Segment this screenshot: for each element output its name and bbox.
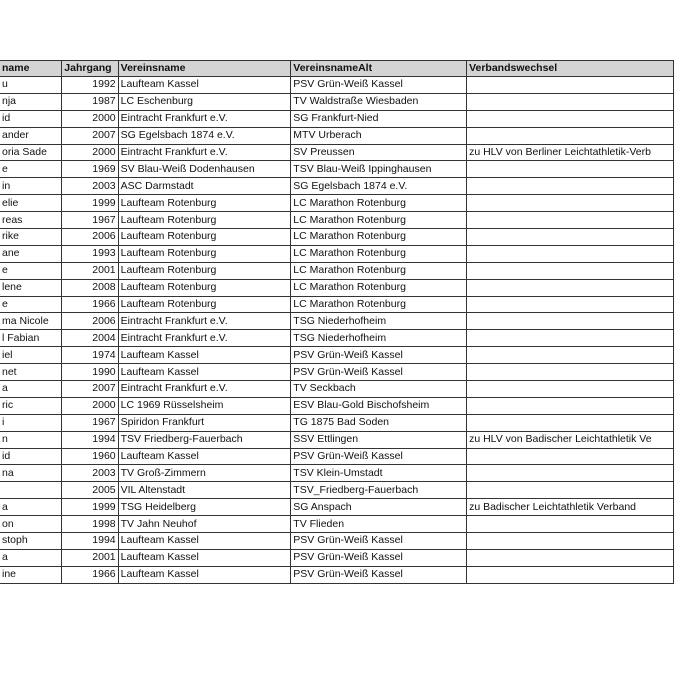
table-row bbox=[0, 93, 674, 110]
vereinsname-cell: VIL Altenstadt bbox=[118, 482, 291, 499]
name-cell: a bbox=[0, 549, 62, 566]
verbandswechsel-cell bbox=[467, 516, 674, 533]
table-row bbox=[0, 229, 674, 246]
name-cell: ane bbox=[0, 245, 62, 262]
vereinsname-cell: Eintracht Frankfurt e.V. bbox=[118, 313, 291, 330]
vereinsname-alt-cell: PSV Grün-Weiß Kassel bbox=[291, 448, 467, 465]
vereinsname-alt-cell: LC Marathon Rotenburg bbox=[291, 195, 467, 212]
jahrgang-cell: 1966 bbox=[62, 566, 118, 583]
table-row bbox=[0, 347, 674, 364]
table-row bbox=[0, 431, 674, 448]
verbandswechsel-cell bbox=[467, 482, 674, 499]
name-cell: ine bbox=[0, 566, 62, 583]
vereinsname-alt-cell: TV Flieden bbox=[291, 516, 467, 533]
jahrgang-cell: 1974 bbox=[62, 347, 118, 364]
jahrgang-cell: 2003 bbox=[62, 178, 118, 195]
jahrgang-cell: 2007 bbox=[62, 381, 118, 398]
jahrgang-cell: 2005 bbox=[62, 482, 118, 499]
header-vereinsname-alt: VereinsnameAlt bbox=[291, 61, 467, 77]
name-cell: rike bbox=[0, 229, 62, 246]
verbandswechsel-cell bbox=[467, 448, 674, 465]
verbandswechsel-cell: zu HLV von Badischer Leichtathletik Ve bbox=[467, 431, 674, 448]
vereinsname-alt-cell: LC Marathon Rotenburg bbox=[291, 279, 467, 296]
vereinsname-alt-cell: PSV Grün-Weiß Kassel bbox=[291, 566, 467, 583]
verbandswechsel-cell bbox=[467, 566, 674, 583]
verbandswechsel-cell bbox=[467, 212, 674, 229]
vereinsname-alt-cell: TV Seckbach bbox=[291, 381, 467, 398]
jahrgang-cell: 2000 bbox=[62, 110, 118, 127]
data-table bbox=[0, 60, 674, 584]
vereinsname-cell: TSG Heidelberg bbox=[118, 499, 291, 516]
name-cell: net bbox=[0, 364, 62, 381]
vereinsname-cell: Laufteam Kassel bbox=[118, 549, 291, 566]
verbandswechsel-cell bbox=[467, 77, 674, 94]
verbandswechsel-cell: zu Badischer Leichtathletik Verband bbox=[467, 499, 674, 516]
table-row bbox=[0, 448, 674, 465]
jahrgang-cell: 2004 bbox=[62, 330, 118, 347]
name-cell: e bbox=[0, 296, 62, 313]
verbandswechsel-cell bbox=[467, 178, 674, 195]
table-row bbox=[0, 77, 674, 94]
vereinsname-cell: Spiridon Frankfurt bbox=[118, 414, 291, 431]
verbandswechsel-cell bbox=[467, 279, 674, 296]
table-row bbox=[0, 566, 674, 583]
jahrgang-cell: 1967 bbox=[62, 414, 118, 431]
vereinsname-alt-cell: LC Marathon Rotenburg bbox=[291, 296, 467, 313]
jahrgang-cell: 1990 bbox=[62, 364, 118, 381]
vereinsname-cell: Eintracht Frankfurt e.V. bbox=[118, 330, 291, 347]
jahrgang-cell: 1960 bbox=[62, 448, 118, 465]
vereinsname-alt-cell: SG Frankfurt-Nied bbox=[291, 110, 467, 127]
vereinsname-alt-cell: TSV Klein-Umstadt bbox=[291, 465, 467, 482]
name-cell: u bbox=[0, 77, 62, 94]
vereinsname-alt-cell: TV Waldstraße Wiesbaden bbox=[291, 93, 467, 110]
jahrgang-cell: 1994 bbox=[62, 431, 118, 448]
verbandswechsel-cell bbox=[467, 110, 674, 127]
verbandswechsel-cell: zu HLV von Berliner Leichtathletik-Verb bbox=[467, 144, 674, 161]
name-cell: a bbox=[0, 381, 62, 398]
vereinsname-cell: Laufteam Rotenburg bbox=[118, 296, 291, 313]
name-cell bbox=[0, 482, 62, 499]
jahrgang-cell: 1994 bbox=[62, 533, 118, 550]
jahrgang-cell: 1987 bbox=[62, 93, 118, 110]
verbandswechsel-cell bbox=[467, 414, 674, 431]
vereinsname-cell: Laufteam Rotenburg bbox=[118, 212, 291, 229]
vereinsname-alt-cell: ESV Blau-Gold Bischofsheim bbox=[291, 397, 467, 414]
jahrgang-cell: 2006 bbox=[62, 229, 118, 246]
jahrgang-cell: 1969 bbox=[62, 161, 118, 178]
name-cell: ric bbox=[0, 397, 62, 414]
table-row bbox=[0, 330, 674, 347]
verbandswechsel-cell bbox=[467, 330, 674, 347]
verbandswechsel-cell bbox=[467, 245, 674, 262]
vereinsname-cell: Laufteam Kassel bbox=[118, 347, 291, 364]
name-cell: iel bbox=[0, 347, 62, 364]
table-row bbox=[0, 313, 674, 330]
table-row bbox=[0, 397, 674, 414]
vereinsname-cell: Laufteam Rotenburg bbox=[118, 262, 291, 279]
vereinsname-alt-cell: PSV Grün-Weiß Kassel bbox=[291, 77, 467, 94]
verbandswechsel-cell bbox=[467, 127, 674, 144]
verbandswechsel-cell bbox=[467, 313, 674, 330]
vereinsname-cell: Laufteam Rotenburg bbox=[118, 245, 291, 262]
vereinsname-alt-cell: LC Marathon Rotenburg bbox=[291, 212, 467, 229]
name-cell: reas bbox=[0, 212, 62, 229]
vereinsname-cell: SV Blau-Weiß Dodenhausen bbox=[118, 161, 291, 178]
jahrgang-cell: 1993 bbox=[62, 245, 118, 262]
table-row bbox=[0, 144, 674, 161]
vereinsname-cell: Laufteam Kassel bbox=[118, 448, 291, 465]
name-cell: ander bbox=[0, 127, 62, 144]
verbandswechsel-cell bbox=[467, 347, 674, 364]
name-cell: lene bbox=[0, 279, 62, 296]
jahrgang-cell: 2000 bbox=[62, 144, 118, 161]
jahrgang-cell: 2000 bbox=[62, 397, 118, 414]
table-row bbox=[0, 549, 674, 566]
header-vereinsname: Vereinsname bbox=[118, 61, 291, 77]
verbandswechsel-cell bbox=[467, 465, 674, 482]
vereinsname-cell: Laufteam Kassel bbox=[118, 566, 291, 583]
table-row bbox=[0, 195, 674, 212]
table-row bbox=[0, 465, 674, 482]
table-row bbox=[0, 364, 674, 381]
table-row bbox=[0, 499, 674, 516]
vereinsname-alt-cell: PSV Grün-Weiß Kassel bbox=[291, 347, 467, 364]
vereinsname-cell: LC 1969 Rüsselsheim bbox=[118, 397, 291, 414]
jahrgang-cell: 2003 bbox=[62, 465, 118, 482]
vereinsname-alt-cell: MTV Urberach bbox=[291, 127, 467, 144]
vereinsname-alt-cell: TSG Niederhofheim bbox=[291, 313, 467, 330]
vereinsname-cell: TV Jahn Neuhof bbox=[118, 516, 291, 533]
table-row bbox=[0, 178, 674, 195]
vereinsname-cell: ASC Darmstadt bbox=[118, 178, 291, 195]
name-cell: n bbox=[0, 431, 62, 448]
table-row bbox=[0, 482, 674, 499]
name-cell: nja bbox=[0, 93, 62, 110]
name-cell: a bbox=[0, 499, 62, 516]
name-cell: in bbox=[0, 178, 62, 195]
vereinsname-cell: LC Eschenburg bbox=[118, 93, 291, 110]
table-row bbox=[0, 381, 674, 398]
table-row bbox=[0, 245, 674, 262]
vereinsname-alt-cell: TSV_Friedberg-Fauerbach bbox=[291, 482, 467, 499]
table-row bbox=[0, 516, 674, 533]
verbandswechsel-cell bbox=[467, 533, 674, 550]
verbandswechsel-cell bbox=[467, 262, 674, 279]
vereinsname-alt-cell: TSV Blau-Weiß Ippinghausen bbox=[291, 161, 467, 178]
vereinsname-alt-cell: PSV Grün-Weiß Kassel bbox=[291, 549, 467, 566]
jahrgang-cell: 2006 bbox=[62, 313, 118, 330]
table-row bbox=[0, 414, 674, 431]
vereinsname-alt-cell: TG 1875 Bad Soden bbox=[291, 414, 467, 431]
vereinsname-cell: Eintracht Frankfurt e.V. bbox=[118, 381, 291, 398]
verbandswechsel-cell bbox=[467, 93, 674, 110]
table-row bbox=[0, 533, 674, 550]
vereinsname-alt-cell: TSG Niederhofheim bbox=[291, 330, 467, 347]
verbandswechsel-cell bbox=[467, 381, 674, 398]
table-row bbox=[0, 212, 674, 229]
vereinsname-cell: Eintracht Frankfurt e.V. bbox=[118, 144, 291, 161]
name-cell: on bbox=[0, 516, 62, 533]
table-row bbox=[0, 161, 674, 178]
vereinsname-alt-cell: SG Egelsbach 1874 e.V. bbox=[291, 178, 467, 195]
jahrgang-cell: 2008 bbox=[62, 279, 118, 296]
name-cell: na bbox=[0, 465, 62, 482]
vereinsname-cell: Laufteam Kassel bbox=[118, 533, 291, 550]
vereinsname-alt-cell: LC Marathon Rotenburg bbox=[291, 262, 467, 279]
name-cell: e bbox=[0, 262, 62, 279]
verbandswechsel-cell bbox=[467, 549, 674, 566]
vereinsname-cell: Laufteam Kassel bbox=[118, 77, 291, 94]
vereinsname-alt-cell: SG Anspach bbox=[291, 499, 467, 516]
verbandswechsel-cell bbox=[467, 364, 674, 381]
verbandswechsel-cell bbox=[467, 296, 674, 313]
jahrgang-cell: 1966 bbox=[62, 296, 118, 313]
name-cell: id bbox=[0, 110, 62, 127]
jahrgang-cell: 1992 bbox=[62, 77, 118, 94]
verbandswechsel-cell bbox=[467, 397, 674, 414]
vereinsname-alt-cell: PSV Grün-Weiß Kassel bbox=[291, 364, 467, 381]
vereinsname-alt-cell: LC Marathon Rotenburg bbox=[291, 229, 467, 246]
name-cell: elie bbox=[0, 195, 62, 212]
table-row bbox=[0, 110, 674, 127]
jahrgang-cell: 1999 bbox=[62, 499, 118, 516]
table-row bbox=[0, 127, 674, 144]
vereinsname-cell: SG Egelsbach 1874 e.V. bbox=[118, 127, 291, 144]
table-row bbox=[0, 296, 674, 313]
header-name: name bbox=[0, 61, 62, 77]
vereinsname-alt-cell: SSV Ettlingen bbox=[291, 431, 467, 448]
verbandswechsel-cell bbox=[467, 161, 674, 178]
vereinsname-cell: TSV Friedberg-Fauerbach bbox=[118, 431, 291, 448]
header-row bbox=[0, 61, 674, 77]
verbandswechsel-cell bbox=[467, 195, 674, 212]
vereinsname-cell: Laufteam Rotenburg bbox=[118, 279, 291, 296]
name-cell: e bbox=[0, 161, 62, 178]
vereinsname-cell: Laufteam Kassel bbox=[118, 364, 291, 381]
name-cell: i bbox=[0, 414, 62, 431]
jahrgang-cell: 2001 bbox=[62, 262, 118, 279]
vereinsname-alt-cell: LC Marathon Rotenburg bbox=[291, 245, 467, 262]
table-row bbox=[0, 279, 674, 296]
table-row bbox=[0, 262, 674, 279]
name-cell: ma Nicole bbox=[0, 313, 62, 330]
jahrgang-cell: 2007 bbox=[62, 127, 118, 144]
jahrgang-cell: 1998 bbox=[62, 516, 118, 533]
name-cell: id bbox=[0, 448, 62, 465]
jahrgang-cell: 1999 bbox=[62, 195, 118, 212]
verbandswechsel-cell bbox=[467, 229, 674, 246]
jahrgang-cell: 2001 bbox=[62, 549, 118, 566]
name-cell: oria Sade bbox=[0, 144, 62, 161]
vereinsname-alt-cell: SV Preussen bbox=[291, 144, 467, 161]
name-cell: stoph bbox=[0, 533, 62, 550]
vereinsname-cell: Eintracht Frankfurt e.V. bbox=[118, 110, 291, 127]
header-verbandswechsel: Verbandswechsel bbox=[467, 61, 674, 77]
header-jahrgang: Jahrgang bbox=[62, 61, 118, 77]
vereinsname-alt-cell: PSV Grün-Weiß Kassel bbox=[291, 533, 467, 550]
vereinsname-cell: TV Groß-Zimmern bbox=[118, 465, 291, 482]
vereinsname-cell: Laufteam Rotenburg bbox=[118, 229, 291, 246]
vereinsname-cell: Laufteam Rotenburg bbox=[118, 195, 291, 212]
name-cell: l Fabian bbox=[0, 330, 62, 347]
jahrgang-cell: 1967 bbox=[62, 212, 118, 229]
